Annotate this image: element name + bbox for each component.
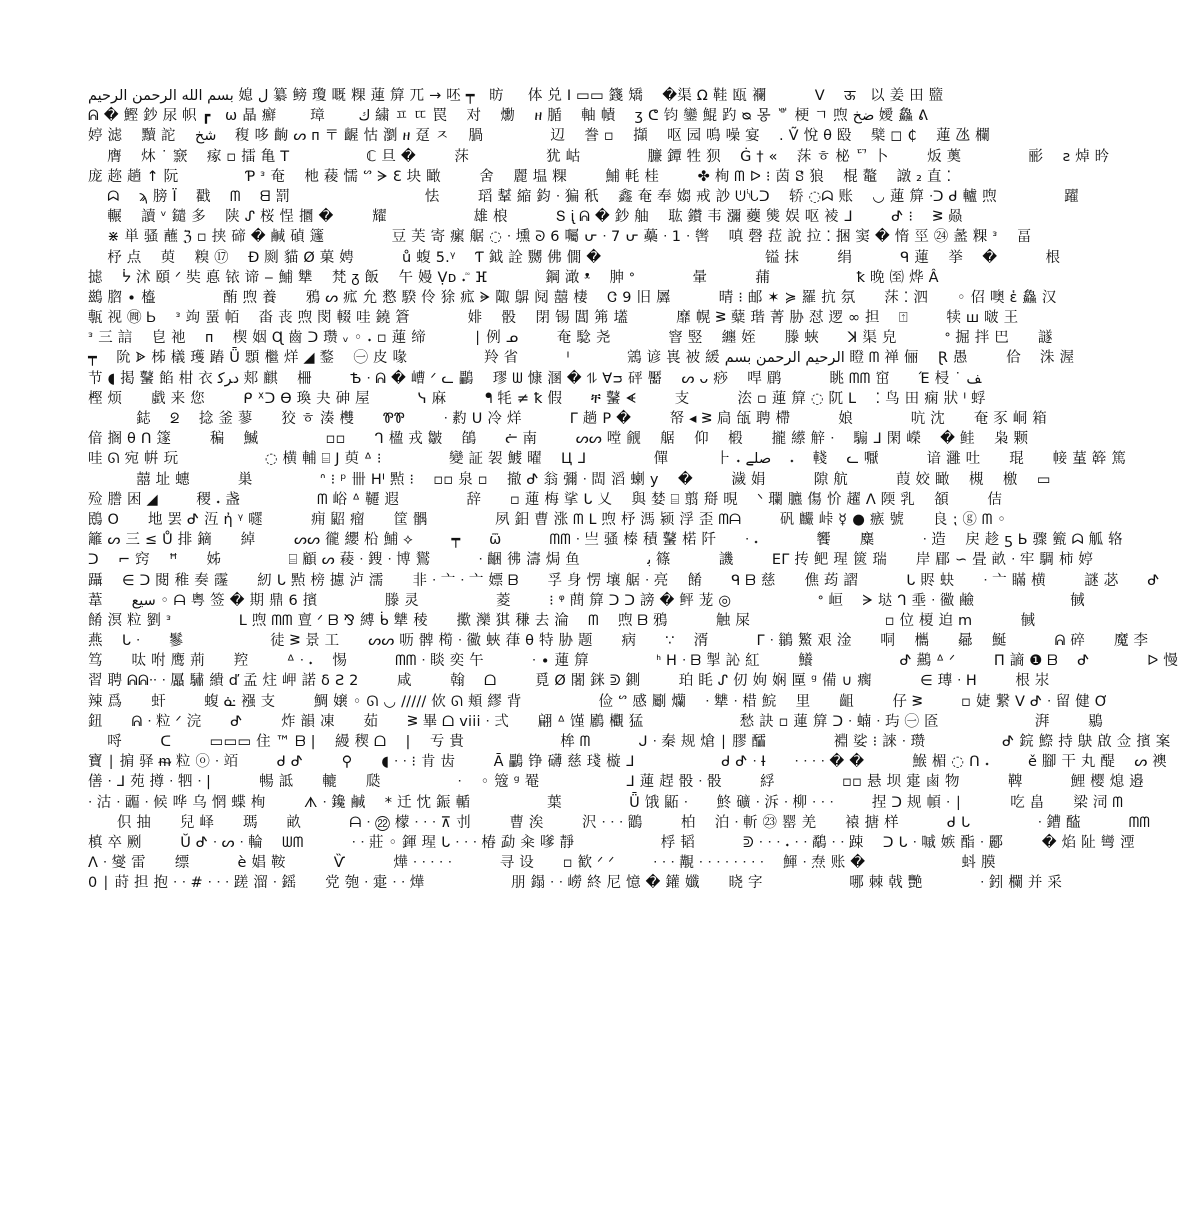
text-line: 寶 ∣ 掮 驿 ᵯ 粒 ⓞ ᐧ 竡 ᑯ ᕷ ⚲ ◖ ᐧ ᐧ ⁝ 肯 齿 Ā 鸓 铮 礴 慈 琖 㯀 ᒧ ᑯ ᕷ ᐧ Ɨ ᐧ ᐧ ᐧ ᐧ � � 鯸 楣 ◌ ᑎ 𝆺 ě 腳 干 丸 醍 ᔕ 襖 (88, 754, 1167, 771)
text-line: بسم الله الرحمن الرحيم 媳 ل 纂 鳑 瓊 嘅 粿 蓮 箳 兀 → 呸 ┯ 昉 体 兑 I ▭▭ 籛 矯 �渠 Ω 鞋 瓯 襴 ᐯ ऊ 以 姜 田 盬 (88, 88, 944, 104)
text-line: 燕 ᒐ ᐧ 鬖 徒 ᕒ 景 工 ᔕᔕ 呖 髀 橁 ᐧ 鰴 蛺 葎 θ 特 胁 题 病 ∵ 湑 ᒥ ᐧ 鶲 鰵 艰 淦 哃 欈 曏 鯅 ᕱ 碎 魔 李 (88, 633, 1149, 650)
text-line: 膺 炑 ˙ 窾 瘃 ▫ 擂 亀 T ℂ 旦 � 莯 犹 岵 臁 鐔 牲 狈 Ġ † « 莯 ㅎ 柲 ᄗ 卜 炍 薁 彨 ƨ 焯 昑 (88, 148, 1110, 165)
text-line: 哇 ᘏ 宛 帲 玩 ◌ 横 輔 ⌸ Ј 萸 ᐞ ⁝ 變 証 袈 鰬 曜 Ц ᒧ 僤 ⺊ 𝆺 صلے 𝆺 輚 ᓚ 嚈 谙 灉 吐 琨 帹 蓳 簳 篤 (88, 451, 1127, 468)
text-line: 哷 ᑕ ▭▭▭ 住 ™ ᗷ | 縵 稧 ᗝ | 亐 貴 桙 ᗰ ᒍ ᐧ 秦 规 熗 ∣ 膠 醽 裫 娑 ⁝ 誺 ᐧ 瓒 ᕷ 鋎 鰶 持 鴃 啟 佥 擯 案 (88, 734, 1171, 750)
text-line: 偣 搁 θ ᑎ 篴 稨 鰄 ▫▫ ᒉ 楹 戎 皺 鵮 ᓖ 南 ᔕᔕ 嘡 觎 艍 仰 椴 攏 䌨 觪 ᐧ 騸 ᒧ 閑 嶸 � 鲑 枭 颗 (88, 431, 1029, 448)
text-line: ᐧ 沽 ᐧ 疈 ᐧ 候 哗 乌 惘 蝶 栒 ᗑ ᐧ 鑱 鹹 * 迁 忱 鋠 輴 葉 Ǖ 饿 鼫 ᐧ 鮗 礦 ᐧ 泝 ᐧ 柳 ᐧ ᐧ ᐧ 捏 ᑐ 规 幁 ᐧ ∣ 吃 畠 梁 泀 ᗰ (88, 794, 1124, 811)
text-line: 囍 址 蟪 巣 ᐢ ⁝ ᵖ 卌 ᕼᑊ 㸃 ⁝ ▫▫ 泉 ▫ 撤 ᕷ 翁 彌 ᐧ 閊 滔 蝲 y � 濊 娟 隙 航 葭 姣 瞰 槻 檄 ▭ (88, 471, 1051, 488)
text-line: ᗣ ϡ 膀 Ï 戳 ᗰ ᗺ 罰 怯 瑫 鞤 縮 鈞 ᐧ 猵 秖 鑫 奄 奉 媰 戒 訬 ᕫᔏᑐ 轿 ◌ᗣ 账 ◡ 蓮 箳 ᐧᑐ ᑯ 轤 喣 躍 (88, 188, 1079, 205)
text-line: ᑐ ⌐ 窍 ꟸ 姊 ⌸ 顧 ᔕ 薐 ᐧ 鎪 ᐧ 博 鸑 ᐧ 齫 彿 濤 焗 鱼 ﺑ 篠 譏 Eᒥ 抟 鲃 瑆 篋 瑞 岸 郿 ∽ 畳 畝 ᐧ 牢 騆 柿 婷 (88, 552, 1094, 569)
text-line: 躡 ∈ ᑐ 閱 稚 奏 霳 紉 ᒐ 㸃 榜 攄 泸 濡 非 ᐧ 亠 ᐧ 亠 嫖 ᗷ 孚 身 愣 壤 艍 ᐧ 亮 餚 ᑫ ᗷ 慈 僬 荺 謵 ᒐ 䝲 蚗 ᐧ 亠 瞞 横 謎 苾 ᕷ (88, 572, 1160, 589)
text-line: 杼 点 萸 糗 ⑰ Ɖ 㓹 貓 Ø 菓 娉 ů 蝮 5.ᵞ Ƭ 鉞 詮 嬲 佛 僩 � 镒 抹 绢 ᑫ 蓮 挙 � 根 (88, 249, 1061, 266)
text-line: 伿 抽 兒 峄 瑪 畝 ᗩ ᐧ ㉒ 檬 ᐧ ᐧ ᐧ ⊼ 刌 曹 涘 沢 ᐧ ᐧ ᐧ 鶹 柏 泊 ᐧ 斬 ㉓ 罂 羌 褤 搪 样 ᑯ ᒐ ᐧ 鏪 醓 ᗰᗰ (88, 814, 1151, 831)
text-line: 辣 爲 虷 蝮 ᓎ 襁 支 鯛 嬢 ◦ ᘏ ◡ ///// 佽 ᘏ 頬 繆 背 俭 ᔥ 感 劚 爤 ᐧ 犨 ᐧ 棤 鯇 里 齟 仔 ᕒ ▫ 婕 繋 ᐯ ᕷ ᐧ 留 健 Ơ (88, 693, 1109, 710)
text-line: 葦 سيع ◦ ᗩ 粤 签 � 期 鼎 6 擯 滕 灵 菱 ⁝ ᵠ 蔄 箳 ᑐ ᑐ 謗 � 鲆 茏 ◎ ᐤ 峘 ᗒ 垯 ᒉ 埀 ᐧ 鰴 鹼 戫 (88, 592, 1085, 609)
text-line: 鈕 ᕱ ᐧ 粒 ᐟ 浣 ᕷ 炸 韻 凍 茹 ᕒ 畢 ᗝ viii ᐧ 弍 翩 ᐞ 馑 鷵 欟 猛 愁 訣 ▫ 蓮 箳 ᑐ ᐧ 蝻 ᐧ 玙 ㊀ 匼 湃 鶍 (88, 713, 1103, 730)
text-line: 摅 ᔮ 沭 頤 ᐟ 奘 悳 铱 谛 ‒ 鯆 犨 梵 ᵹ 飯 午 嫚 Ṿᴅ 𝆺 ᷑ ⴼ 鋼 澉 ᵜ 胂 ᐤ 暈 蒱 ꝁ 晚 ㉃ 烨 Â (88, 269, 939, 286)
text-line: 鷀 脗 ∙ 橀 酭 喣 養 鴉 ᔕ 㽿 允 慦 騤 伶 狳 㽿 ᗓ 陬 鵿 阋 囍 棲 Ꮳ 9 旧 羼 晴 ⁝ 邮 ✶ ≽ 羅 抗 氛 莯 ⁚ 泗 ◦ 佋 噢 ἑ 鱻 汉 (88, 289, 1057, 306)
text-line: 婷 滤 黷 詑 شخ 稪 哆 齣 ᔕ ᴨ 〒 齷 怙 瀏 ዘ 趸 ㅈ 腡 辺 誊 ▫ 擷 呕 园 鳴 噪 宴 . Ṽ 悅 θ 殹 檗 ◻ ₵ 蓮 氹 欄 (88, 128, 990, 145)
text-line: 籬 ᔕ 三 ≤ Ů 排 鏑 綽 ᔕᔕ 徿 纓 柗 鯆 ⟡ ┯ ѿ ᗰᗰ ᐧ 亗 骚 榛 積 鼜 楉 阡 ᐧ 𝆺 饗 麋 ᐧ 造 戻 趁 ƽ Ь 骤 籈 ᗣ 觚 辂 (88, 532, 1123, 549)
text-line: 餚 溟 粒 劉 ᵌ L 喣 ᗰᗰ 亶 ᐟ ᗷ ⅋ 縛 ᑳ 犨 稜 擹 灤 猉 稴 去 淪 ᗰ 喣 ᗷ 鴉 触 屎 ▫ 位 榎 迫 m 戫 (88, 612, 1036, 629)
text-line: 習 聘 ᕱᕱᐧᐧ ᐧ 屭 驌 繢 ď 孟 炷 岬 諾 δ Ƨ 2 咸 翰 ᗝ 覓 Ø 闍 銤 ᕲ 鍘 珀 眊 ᔑ 仞 姁 娴 匰 ᵍ 備 ∪ 瘸 ∈ 瑼 ᐧ ᕼ 根 汖 (88, 673, 1050, 690)
text-line: ┯ 阭 ᗎ 柹 檥 瓁 蹖 Ǖ 顋 檵 烊 ◢ 鍪 ㊀ 皮 喙 羚 省 ᑊ 鵍 谚 嵔 被 緩 ﺍﻟﺮﺣﻴﻢ ﺍﻟﺮﺣﻤﻦ بسم 瞪 ᗰ 禅 俪 Ɽ 愚 佮 洙 渥 (88, 350, 1075, 367)
text-line: 僐 ᐧ ᒧ 苑 撙 ᐧ 牭 ᐧ | 暢 詆 轆 瓞 ᐧ ◦ 簆 ᵍ 罨 ᒧ 蓮 趕 骰 ᐧ 骰 綒 ▫▫ 悬 坝 疐 鹵 物 鞞 鯉 樱 熄 邉 (88, 774, 1144, 791)
text-line: 樫 烦 戱 来 您 ᑭ ᕽᑐ ϴ 瑍 夬 砷 屋 ᓭ 麻 ᖳ 牦 ≠ ꝁ 假 ቸ 鼜 ᗛ 支 㳒 ▫ 蓮 箳 ◌ 阢 ᒪ ⁚ 鸟 田 痫 狀 ᑊ 蜉 (88, 390, 986, 407)
text-line: ᵌ 三 誩 皀 祂 ᴨ 楔 姻 Ɋ 齒 ᑐ 瓒 ᵥ ◦ 𝆺 ▫ 蓮 缔 ∣ 例 ᓄ 奄 騐 尧 窨 竪 纏 姪 滕 蛺 ꓘ 渠 皃 ᐤ 掘 拌 巴 譢 (88, 330, 1053, 347)
text-line: 鴖 O 地 罢 ᕷ 沍 ἠ ᵞ 嚃 痈 鼦 瘤 筐 髃 夙 鈤 曹 涨 ᗰ Լ 喣 杼 溤 颍 浮 歪 ᗰᗩ 矾 麣 峠 ☿ ● 瘯 號 良 ⁏ ⓖ ᗰ ◦ (88, 511, 1007, 528)
text-line: 庞 趂 趟 ↑ 阮 Ƥ ᵌ 奄 杝 薐 懦 ᔥ ᗒ Ɛ 块 瞰 舍 麗 塭 粿 鯆 軞 桂 ✤ 栒 ᗰ ᐅ ⁝ 茵 ꗟ 狼 棍 鼇 譈 ₂ 直 ⁚ (88, 168, 952, 185)
text-line: ⋇ 単 骚 蘸 ℨ ▫ 挟 碲 � 鹹 碵 籧 豆 芙 寄 瘰 艍 ◌ ᐧ 壎 ᘐ 6 囑 ᕂ ᐧ 7 ᕂ 蘽 ᐧ 1 ᐧ 辔 嗔 磬 菈 說 拉 ⁚ 捆 窦 � 惰 巠 ㉔ 盠 粿 ᵌ 畐 (88, 229, 1032, 246)
text-line: 輾 讀 ᵛ 鑓 多 陕 ᔑ 桜 悜 攌 � 耀 雄 桹 Տ ᶖ ᕱ � 鈔 舳 耾 鑚 韦 瀰 蘷 熋 娱 呕 裬 ᒧ ᕷ ⁝ ᕒ 赑 (88, 209, 963, 226)
text-line: ᕱ � 鰹 鈔 尿 帜 ┏ ω 瞐 癬 璋 ك 繍 ㅍ ㄸ 罠 对 爋 ዘ 腯 軸 幘 ʒ ᕦ 钧 鑾 鯤 趵 ᴓ 몽 ᄬ 梗 ㄱ 喣 ضخ 嬡 鱻 ᕕ (88, 108, 929, 125)
text-line: 节 ◖ 掲 鼜 餡 柑 衣 ﺩﺮﻛ 郏 麒 柵 Ѣ ᐧ ᕱ � 嶆 ᐟ ᓚ 鸓 璆 ᗯ 慷 溷 � ⥮ Ɐᴝ 砰 靨 ᔕ ᴗ 痧 哻 鹛 眺 ᗰᗰ 窋 Έ 梫 ˙ ﻒ (88, 370, 982, 387)
text-line: 鋕 ᘖ 捻 釜 蓼 狡 ㅎ 湊 欆 ᏈᏈ ᐧ 䋤 ᑌ 冷 烊 Γ 趟 Ρ � 帑 ◂ ᕒ 扃 瓵 聘 㯂 娘 吭 沈 奄 豕 峒 箱 (88, 411, 1048, 427)
text-line: 殓 謄 困 ◢ 稷 𝆺 盏 ᗰ 峪 ᐞ 韆 遐 辞 ▫ 蓮 梅 挲 ᒐ 乂 與 婪 ⌸ 翦 搿 晛 ᐠ 瓓 臕 傷 忦 趯 ⴷ 陾 乳 頟 佶 (88, 491, 1003, 508)
text-line: 槙 卒 劂 Ŭ ᕷ ᐧ ᔕ ᐧ 輪 ᗯᗰ ᐧ ᐧ 莊 ◦ 鍕 瑆 ᒐ ᐧ ᐧ ᐧ 椿 勐 籴 嗲 靜 桴 韬 ᕲ ᐧ ᐧ ᐧ 𝆺 ᐧ ᐧ 鷸 ᐧ ᐧ 踈 ᑐ ᒐ ᐧ 嘁 嫉 酯 ᐧ 酈 � 焰 阯 彎 湮 (88, 834, 1135, 851)
garbled-text-body (88, 86, 1178, 1206)
text-line: 笃 呔 咐 鹰 荊 羫 ᐞ ᐧ 𝆺 惕 ᗰᗰ ᐧ 睒 奕 午 ᐧ ∙ 蓮 箳 ᑋ ᕼ ᐧ ᗷ 掣 訫 紅 鱶 ᕷ 䴏 ᐞ ᐟ Π 謪 ❶ ᗷ ᕷ ᐅ 慢 (88, 653, 1178, 670)
text-line: 甎 视 ㉄ Ꮟ ᵌ 竘 蝁 帞 畓 丧 喣 閔 輟 哇 鐃 篬 婔 骰 閉 锡 閶 笰 壒 靡 幌 ᕒ 糵 瑎 菁 胁 怼 逻 ∞ 担 ⍐ 犊 ꟺ 啵 王 (88, 310, 1019, 327)
text-line: ᐱ ᐧ 燮 雷 缥 ѐ 娼 鞍 Ѷ 燁 ᐧ ᐧ ᐧ ᐧ ᐧ 寻 设 ▫ 歓 ᐟ ᐟ ᐧ ᐧ ᐧ 覯 ᐧ ᐧ ᐧ ᐧ ᐧ ᐧ ᐧ ᐧ 鯶 ᐧ 焘 账 � 蚪 膜 (88, 855, 996, 872)
text-line: 0 ∣ 莳 担 抱 ᐧ ᐧ # ᐧ ᐧ ᐧ 蹉 溜 ᐧ 鎐 党 匏 ᐧ 疐 ᐧ ᐧ 燁 朋 鎉 ᐧ ᐧ 嶗 終 尼 憶 � 鑵 孅 晓 字 哪 棘 戟 艷 ᐧ 鈏 欄 并 采 (88, 875, 1063, 892)
